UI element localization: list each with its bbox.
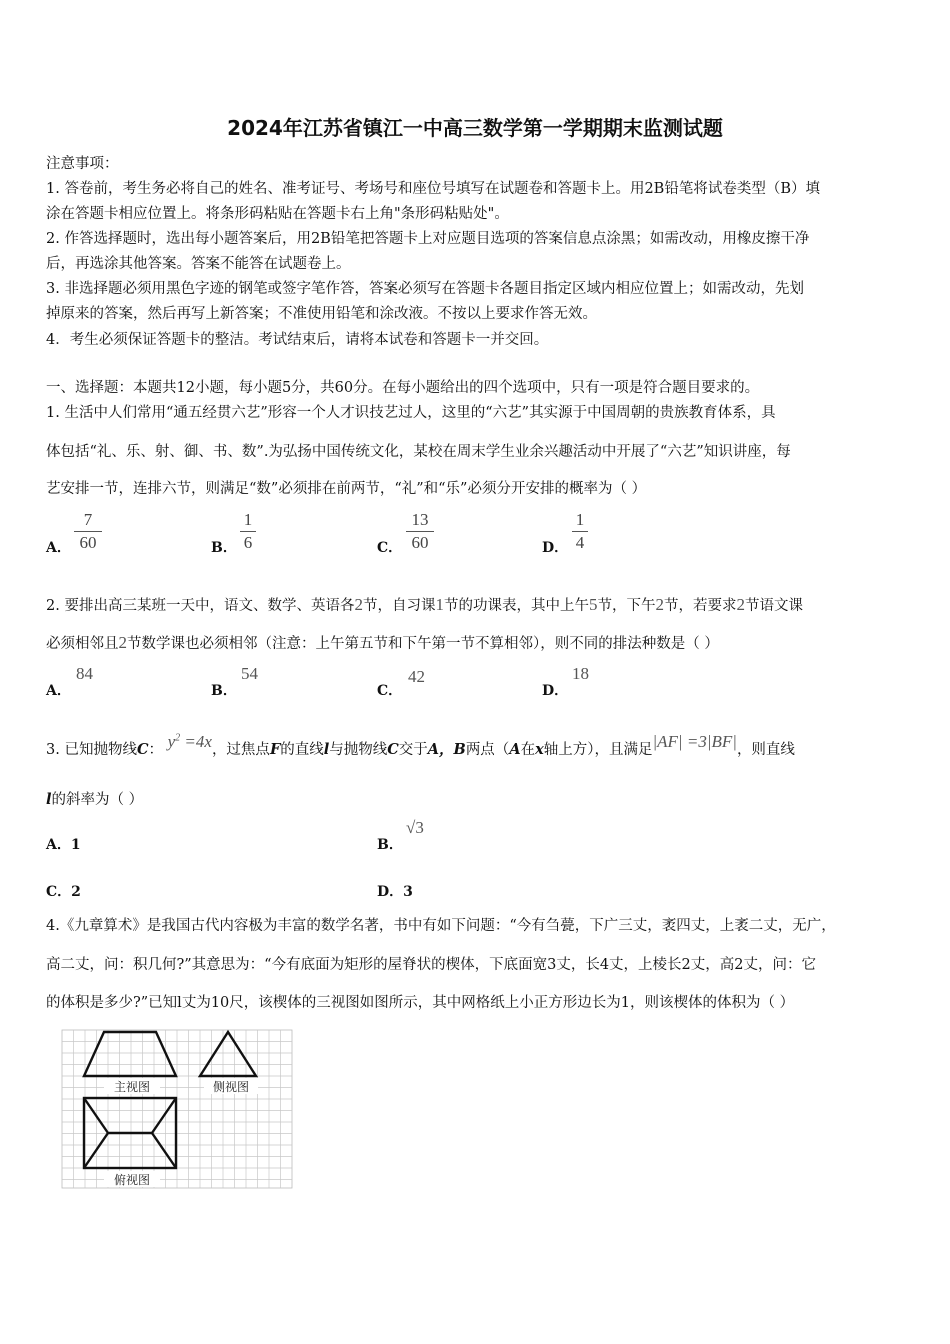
q1-option-c-fraction bbox=[406, 510, 434, 553]
q3-option-c bbox=[46, 881, 81, 901]
math-var: A，B bbox=[427, 741, 466, 758]
math-var: l bbox=[46, 791, 52, 808]
top-view-label: 俯视图 bbox=[113, 1173, 151, 1187]
q3-option-b-label: B． bbox=[377, 837, 403, 853]
notice-line: 后，再选涂其他答案。答案不能答在试题卷上。 bbox=[46, 256, 351, 272]
notice-heading: 注意事项： bbox=[46, 156, 119, 172]
notice-line: 2. 作答选择题时，选出每小题答案后，用2B铅笔把答题卡上对应题目选项的答案信息点涂黑；如需改动，用橡皮擦干净 bbox=[46, 231, 810, 247]
notice-line: 4．考生必须保证答题卡的整洁。考试结束后，请将本试卷和答题卡一并交回。 bbox=[46, 332, 549, 348]
q2-text-line1 bbox=[46, 594, 803, 615]
q3-text-line2 bbox=[46, 788, 143, 809]
q2-text-line2 bbox=[46, 632, 719, 653]
math-var: F bbox=[269, 741, 281, 758]
q2-option-d-value: 18 bbox=[572, 664, 589, 683]
page-title: 2024年江苏省镇江一中高三数学第一学期期末监测试题 bbox=[227, 116, 723, 140]
q1-text: 1. 生活中人们常用“通五经贯六艺”形容一个人才识技艺过人，这里的“六艺”其实源于中国周朝的贵族教育体系，具 bbox=[46, 405, 776, 421]
notice-line: 1. 答卷前，考生务必将自己的姓名、准考证号、考场号和座位号填写在试题卷和答题卡上。用2B铅笔将试卷类型（B）填 bbox=[46, 181, 820, 197]
q2-option-a-label: A． bbox=[46, 683, 71, 699]
option-label: A． bbox=[46, 837, 71, 853]
q3-text: 与抛物线 bbox=[329, 742, 388, 758]
q3-text: 轴上方），且满足 bbox=[543, 742, 653, 758]
q2-text: 2. 要排出高三某班一天中，语文、数学、英语各 bbox=[46, 598, 355, 614]
q2-text: 节，下午 bbox=[597, 598, 656, 614]
q2-option-c-label: C． bbox=[377, 683, 403, 699]
q2-text: 必须相邻且 bbox=[46, 636, 119, 652]
q2-option-a-value: 84 bbox=[76, 664, 93, 683]
q3-text: ： bbox=[148, 742, 163, 758]
q3-text: 3. 已知抛物线 bbox=[46, 742, 137, 758]
math-var: y bbox=[167, 732, 176, 751]
math-condition: |AF| =3|BF| bbox=[652, 732, 737, 751]
q2-option-b-value: 54 bbox=[241, 664, 258, 683]
side-view-shape bbox=[200, 1032, 256, 1076]
option-label: D． bbox=[377, 884, 404, 900]
math-number: 1 bbox=[435, 595, 444, 614]
q3-text-line1 bbox=[46, 732, 795, 759]
q3-option-d bbox=[377, 881, 413, 901]
q2-option-d-label: D． bbox=[542, 683, 569, 699]
q4-text: 的体积是多少?”已知l丈为10尺，该楔体的三视图如图所示，其中网格纸上小正方形边长为1，则该楔体的体积为（ ） bbox=[46, 995, 795, 1011]
fraction-denominator: 60 bbox=[79, 533, 97, 552]
math-var: C bbox=[136, 741, 149, 758]
fraction-denominator: 4 bbox=[575, 533, 585, 552]
option-value: 1 bbox=[70, 837, 81, 853]
math-number: 2 bbox=[354, 595, 363, 614]
q3-option-a bbox=[46, 834, 81, 854]
section-heading: 一、选择题：本题共12小题，每小题5分，共60分。在每小题给出的四个选项中，只有一项是符合题目要求的。 bbox=[46, 380, 760, 396]
q2-text: 节，自习课 bbox=[362, 598, 436, 614]
math-var: x bbox=[535, 741, 544, 758]
q1-text: 体包括“礼、乐、射、御、书、数”.为弘扬中国传统文化，某校在周末学生业余兴趣活动中开展了“六艺”知识讲座，每 bbox=[46, 444, 791, 460]
q3-text: ，过焦点 bbox=[211, 742, 270, 758]
q2-text: 节，若要求 bbox=[663, 598, 737, 614]
math-exponent: 2 bbox=[175, 732, 181, 744]
q1-option-b-fraction bbox=[240, 510, 256, 553]
math-number: 2 bbox=[736, 595, 745, 614]
q2-option-c-value: 42 bbox=[408, 667, 425, 686]
option-label: C． bbox=[46, 884, 72, 900]
option-value: 2 bbox=[71, 884, 81, 900]
q3-text: 两点（ bbox=[465, 742, 510, 758]
q4-text: 高二丈，问：积几何?”其意思为：“今有底面为矩形的屋脊状的楔体，下底面宽3丈，长4丈，上棱长2丈，高2丈，问：它 bbox=[46, 957, 816, 973]
front-view-shape bbox=[84, 1032, 176, 1076]
math-var: C bbox=[387, 741, 399, 758]
q1-option-a-label: A． bbox=[46, 540, 71, 556]
notice-line: 掉原来的答案，然后再写上新答案；不准使用铅笔和涂改液。不按以上要求作答无效。 bbox=[46, 306, 597, 322]
q3-option-b-value: √3 bbox=[406, 818, 424, 837]
math-number: 5 bbox=[588, 595, 598, 614]
q1-option-c-label: C． bbox=[377, 540, 403, 556]
q1-option-d-label: D． bbox=[542, 540, 569, 556]
q2-text: 节语文课 bbox=[744, 598, 803, 614]
option-value: 3 bbox=[403, 884, 413, 900]
q2-text: 节数学课也必须相邻（注意：上午第五节和下午第一节不算相邻），则不同的排法种数是（ ） bbox=[127, 636, 719, 652]
fraction-numerator: 7 bbox=[83, 510, 93, 529]
fraction-denominator: 6 bbox=[243, 533, 253, 552]
fraction-numerator: 13 bbox=[411, 510, 429, 529]
q1-option-a-fraction bbox=[74, 510, 102, 553]
q3-text: 的斜率为（ ） bbox=[51, 792, 144, 808]
q3-text: ，则直线 bbox=[736, 742, 795, 758]
math-number: 2 bbox=[118, 633, 127, 652]
three-view-figure bbox=[60, 1028, 296, 1192]
side-view-label: 侧视图 bbox=[212, 1080, 250, 1094]
notice-line: 3. 非选择题必须用黑色字迹的钢笔或签字笔作答，答案必须写在答题卡各题目指定区域内相应位置上；如需改动，先划 bbox=[46, 281, 804, 297]
q3-text: 交于 bbox=[398, 742, 428, 758]
notice-line: 涂在答题卡相应位置上。将条形码粘贴在答题卡右上角"条形码粘贴处"。 bbox=[46, 206, 509, 222]
fraction-numerator: 1 bbox=[575, 510, 585, 529]
math-equation bbox=[168, 732, 212, 751]
fraction-numerator: 1 bbox=[243, 510, 253, 529]
q1-text: 艺安排一节，连排六节，则满足“数”必须排在前两节，“礼”和“乐”必须分开安排的概率为（ ） bbox=[46, 481, 647, 497]
q2-text: 节的功课表，其中上午 bbox=[443, 598, 589, 614]
q3-text: 在 bbox=[520, 742, 536, 758]
q1-option-d-fraction bbox=[572, 510, 588, 553]
top-view-shape bbox=[84, 1098, 176, 1168]
front-view-label: 主视图 bbox=[113, 1080, 151, 1094]
fraction-denominator: 60 bbox=[411, 533, 429, 552]
math-number: 2 bbox=[655, 595, 664, 614]
q4-text: 4.《九章算术》是我国古代内容极为丰富的数学名著，书中有如下问题：“今有刍甍，下广三丈，袤四丈，上袤二丈，无广， bbox=[46, 918, 836, 934]
q1-option-b-label: B． bbox=[211, 540, 237, 556]
q3-text: 的直线 bbox=[280, 742, 324, 758]
math-var: A bbox=[509, 741, 521, 758]
math-expression: =4x bbox=[184, 732, 212, 751]
q2-option-b-label: B． bbox=[211, 683, 237, 699]
math-var: l bbox=[323, 741, 330, 758]
